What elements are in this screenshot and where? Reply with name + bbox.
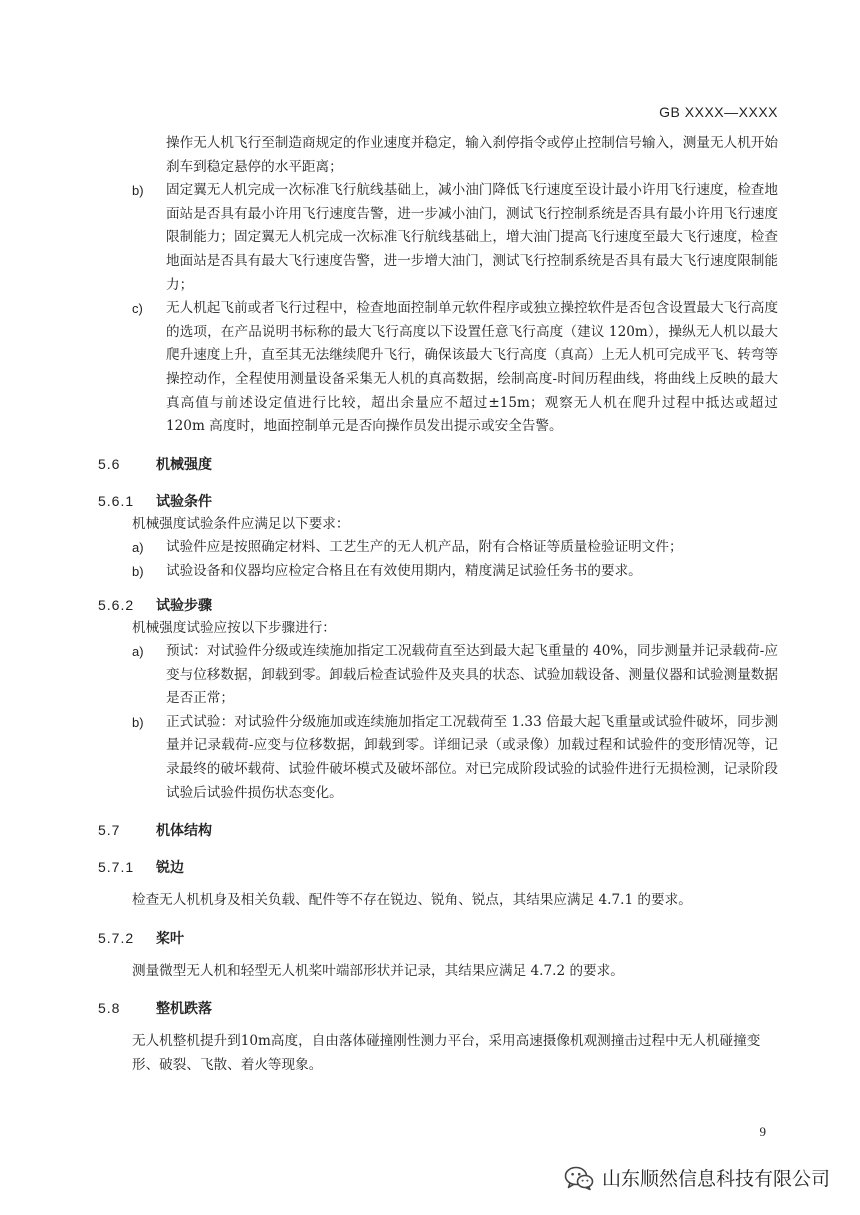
section-number: 5.7.1 [98, 859, 135, 876]
section-heading-5-7-2 [0, 927, 860, 950]
watermark-text: 山东顺然信息科技有限公司 [601, 1168, 830, 1190]
list-item-text: 正式试验：对试验件分级施加或连续施加指定工况载荷至 1.33 倍最大起飞重量或试验件破坏，同步测量并记录载荷-应变与位移数据，卸载到零。详细记录（或录像）加载过程和试验件的变形情况等，记录最终的破坏载荷、试验件破坏模式及破坏部位。对已完成阶段试验的试验件进行无损检测，记录阶段试验后试验件损伤状态变化。 [166, 713, 778, 801]
list-item-text: 无人机起飞前或者飞行过程中，检查地面控制单元软件程序或独立操控软件是否包含设置最大飞行高度的选项，在产品说明书标称的最大飞行高度以下设置任意飞行高度（建议 120m），操纵无人机以最大爬升速度上升，直至其无法继续爬升飞行，确保该最大飞行高度（真高）上无人机可完成平飞、转弯等操控动作，全程使用测量设备采集无人机的真高数据，绘制高度-时间历程曲线，将曲线上反映的最大真高值与前述设定值进行比较，超出余量应不超过±15m；观察无人机在爬升过程中抵达或超过 120m 高度时，地面控制单元是否向操作员发出提示或安全告警。 [166, 300, 778, 435]
section-heading-5-8 [0, 997, 860, 1020]
section-number: 5.8 [98, 1000, 121, 1017]
list-item [0, 536, 860, 560]
section-title: 整机跌落 [156, 1001, 212, 1018]
section-title: 机械强度 [156, 456, 212, 473]
page-number: 9 [759, 1124, 766, 1139]
standard-code: GB XXXX—XXXX [659, 104, 778, 120]
list-item [0, 560, 860, 584]
list-item [0, 297, 860, 439]
list-marker: a) [132, 644, 144, 660]
list-marker: a) [132, 540, 144, 556]
section-number: 5.6.2 [98, 596, 135, 613]
section-title: 桨叶 [156, 930, 184, 947]
list-marker: b) [132, 183, 144, 199]
section-intro: 机械强度试验应按以下步骤进行： [132, 619, 336, 636]
section-heading-5-7 [0, 819, 860, 842]
section-heading-5-6-2 [0, 594, 860, 617]
list-item-text: 试验设备和仪器均应检定合格且在有效使用期内，精度满足试验任务书的要求。 [166, 562, 642, 579]
section-number: 5.6 [98, 455, 121, 472]
section-title: 机体结构 [156, 823, 212, 840]
section-heading-5-7-1 [0, 856, 860, 879]
section-heading-5-6-1 [0, 490, 860, 513]
section-intro: 机械强度试验条件应满足以下要求： [132, 515, 350, 532]
section-paragraph: 无人机整机提升到10m高度，自由落体碰撞刚性测力平台，采用高速摄像机观测撞击过程中无人机碰撞变形、破裂、飞散、着火等现象。 [132, 1033, 761, 1074]
section-paragraph: 测量微型无人机和轻型无人机桨叶端部形状并记录，其结果应满足 4.7.2 的要求。 [132, 962, 624, 979]
section-title: 锐边 [156, 860, 184, 877]
section-paragraph: 检查无人机机身及相关负载、配件等不存在锐边、锐角、锐点，其结果应满足 4.7.1 的要求。 [132, 892, 692, 909]
wechat-icon [564, 1165, 594, 1191]
page-body [0, 132, 860, 1078]
section-number: 5.7 [98, 822, 121, 839]
list-item [0, 640, 860, 711]
section-number: 5.6.1 [98, 492, 135, 509]
section-number: 5.7.2 [98, 929, 135, 946]
list-item [0, 711, 860, 805]
list-marker: c) [132, 301, 143, 317]
watermark [564, 1164, 830, 1191]
section-heading-5-6 [0, 453, 860, 476]
list-marker: b) [132, 714, 144, 730]
continuation-paragraph: 操作无人机飞行至制造商规定的作业速度并稳定，输入刹停指令或停止控制信号输入，测量无人机开始刹车到稳定悬停的水平距离； [166, 135, 778, 175]
list-item-text: 预试：对试验件分级或连续施加指定工况载荷直至达到最大起飞重量的 40%，同步测量并记录载荷-应变与位移数据，卸载到零。卸载后检查试验件及夹具的状态、试验加载设备、测量仪器和试验测量数据是否正常； [166, 643, 778, 707]
list-item-text: 试验件应是按照确定材料、工艺生产的无人机产品，附有合格证等质量检验证明文件； [166, 539, 683, 556]
list-item-text: 固定翼无人机完成一次标准飞行航线基础上，减小油门降低飞行速度至设计最小许用飞行速度，检查地面站是否具有最小许用飞行速度告警，进一步减小油门，测试飞行控制系统是否具有最小许用飞行速度限制能力；固定翼无人机完成一次标准飞行航线基础上，增大油门提高飞行速度至最大飞行速度，检查地面站是否具有最大飞行速度告警，进一步增大油门，测试飞行控制系统是否具有最大飞行速度限制能力； [166, 182, 778, 293]
section-title: 试验条件 [156, 493, 212, 510]
section-title: 试验步骤 [156, 597, 212, 614]
list-marker: b) [132, 563, 144, 579]
list-item [0, 179, 860, 297]
